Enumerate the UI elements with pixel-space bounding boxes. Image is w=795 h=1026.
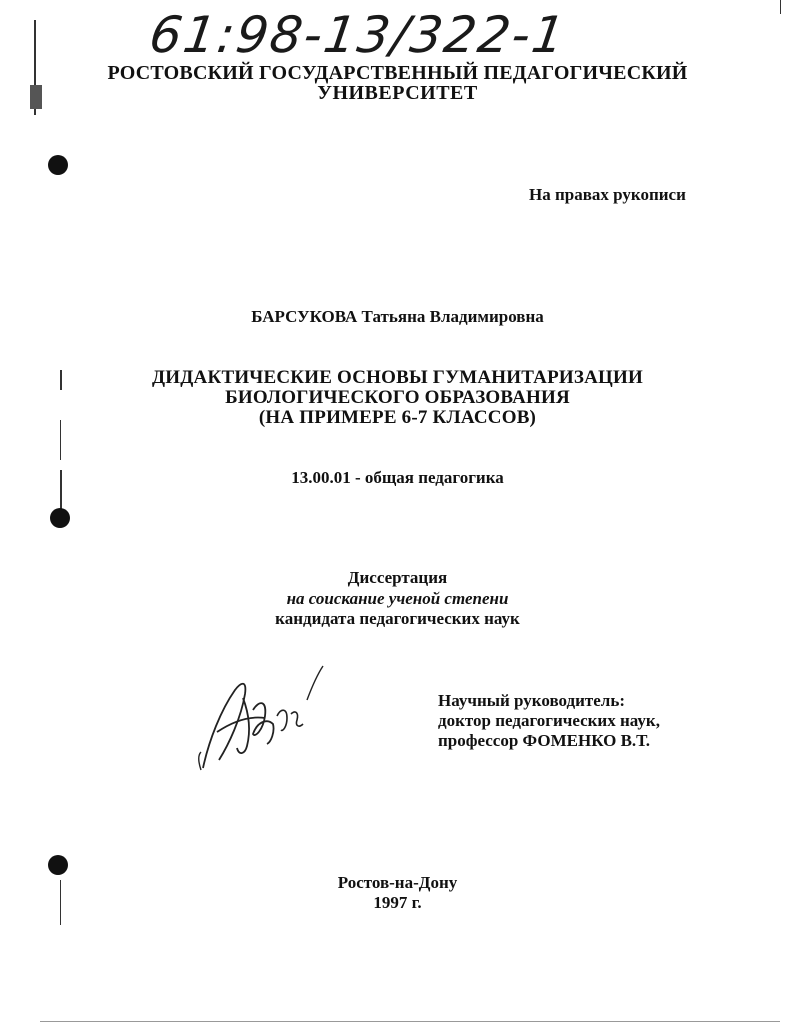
degree-purpose-line: на соискание ученой степени [286,589,509,608]
scan-speck [30,85,42,109]
scan-bottom-edge [40,1021,780,1022]
author-name: БАРСУКОВА Татьяна Владимировна [251,307,544,326]
thesis-title-line2: БИОЛОГИЧЕСКОГО ОБРАЗОВАНИЯ [225,387,570,408]
binder-hole-mark-3 [48,855,68,875]
binder-hole-mark-2 [50,508,70,528]
advisor-name: профессор ФОМЕНКО В.Т. [438,731,651,750]
thesis-title-line3: (НА ПРИМЕРЕ 6-7 КЛАССОВ) [258,407,537,428]
handwritten-registry-number: 61:98-13/322-1 [145,6,570,64]
university-name-line2: УНИВЕРСИТЕТ [317,82,478,104]
year-of-publication: 1997 г. [373,893,422,912]
degree-name-line: кандидата педагогических наук [275,609,520,628]
scan-edge-line-mid2 [60,420,61,460]
university-name-line1: РОСТОВСКИЙ ГОСУДАРСТВЕННЫЙ ПЕДАГОГИЧЕСКИЙ [107,62,688,84]
city-of-publication: Ростов-на-Дону [337,873,458,892]
handwritten-signature [195,660,335,780]
advisor-label: Научный руководитель: [438,691,625,710]
specialty-code: 13.00.01 - общая педагогика [291,468,504,487]
scan-edge-line-right [780,0,781,14]
binder-hole-mark-1 [48,155,68,175]
manuscript-rights-note: На правах рукописи [529,185,686,204]
advisor-degree: доктор педагогических наук, [438,711,660,730]
dissertation-label: Диссертация [347,568,448,587]
scan-edge-line-bottom [60,880,61,925]
thesis-title-line1: ДИДАКТИЧЕСКИЕ ОСНОВЫ ГУМАНИТАРИЗАЦИИ [152,367,643,388]
scan-edge-line-mid [60,370,62,390]
